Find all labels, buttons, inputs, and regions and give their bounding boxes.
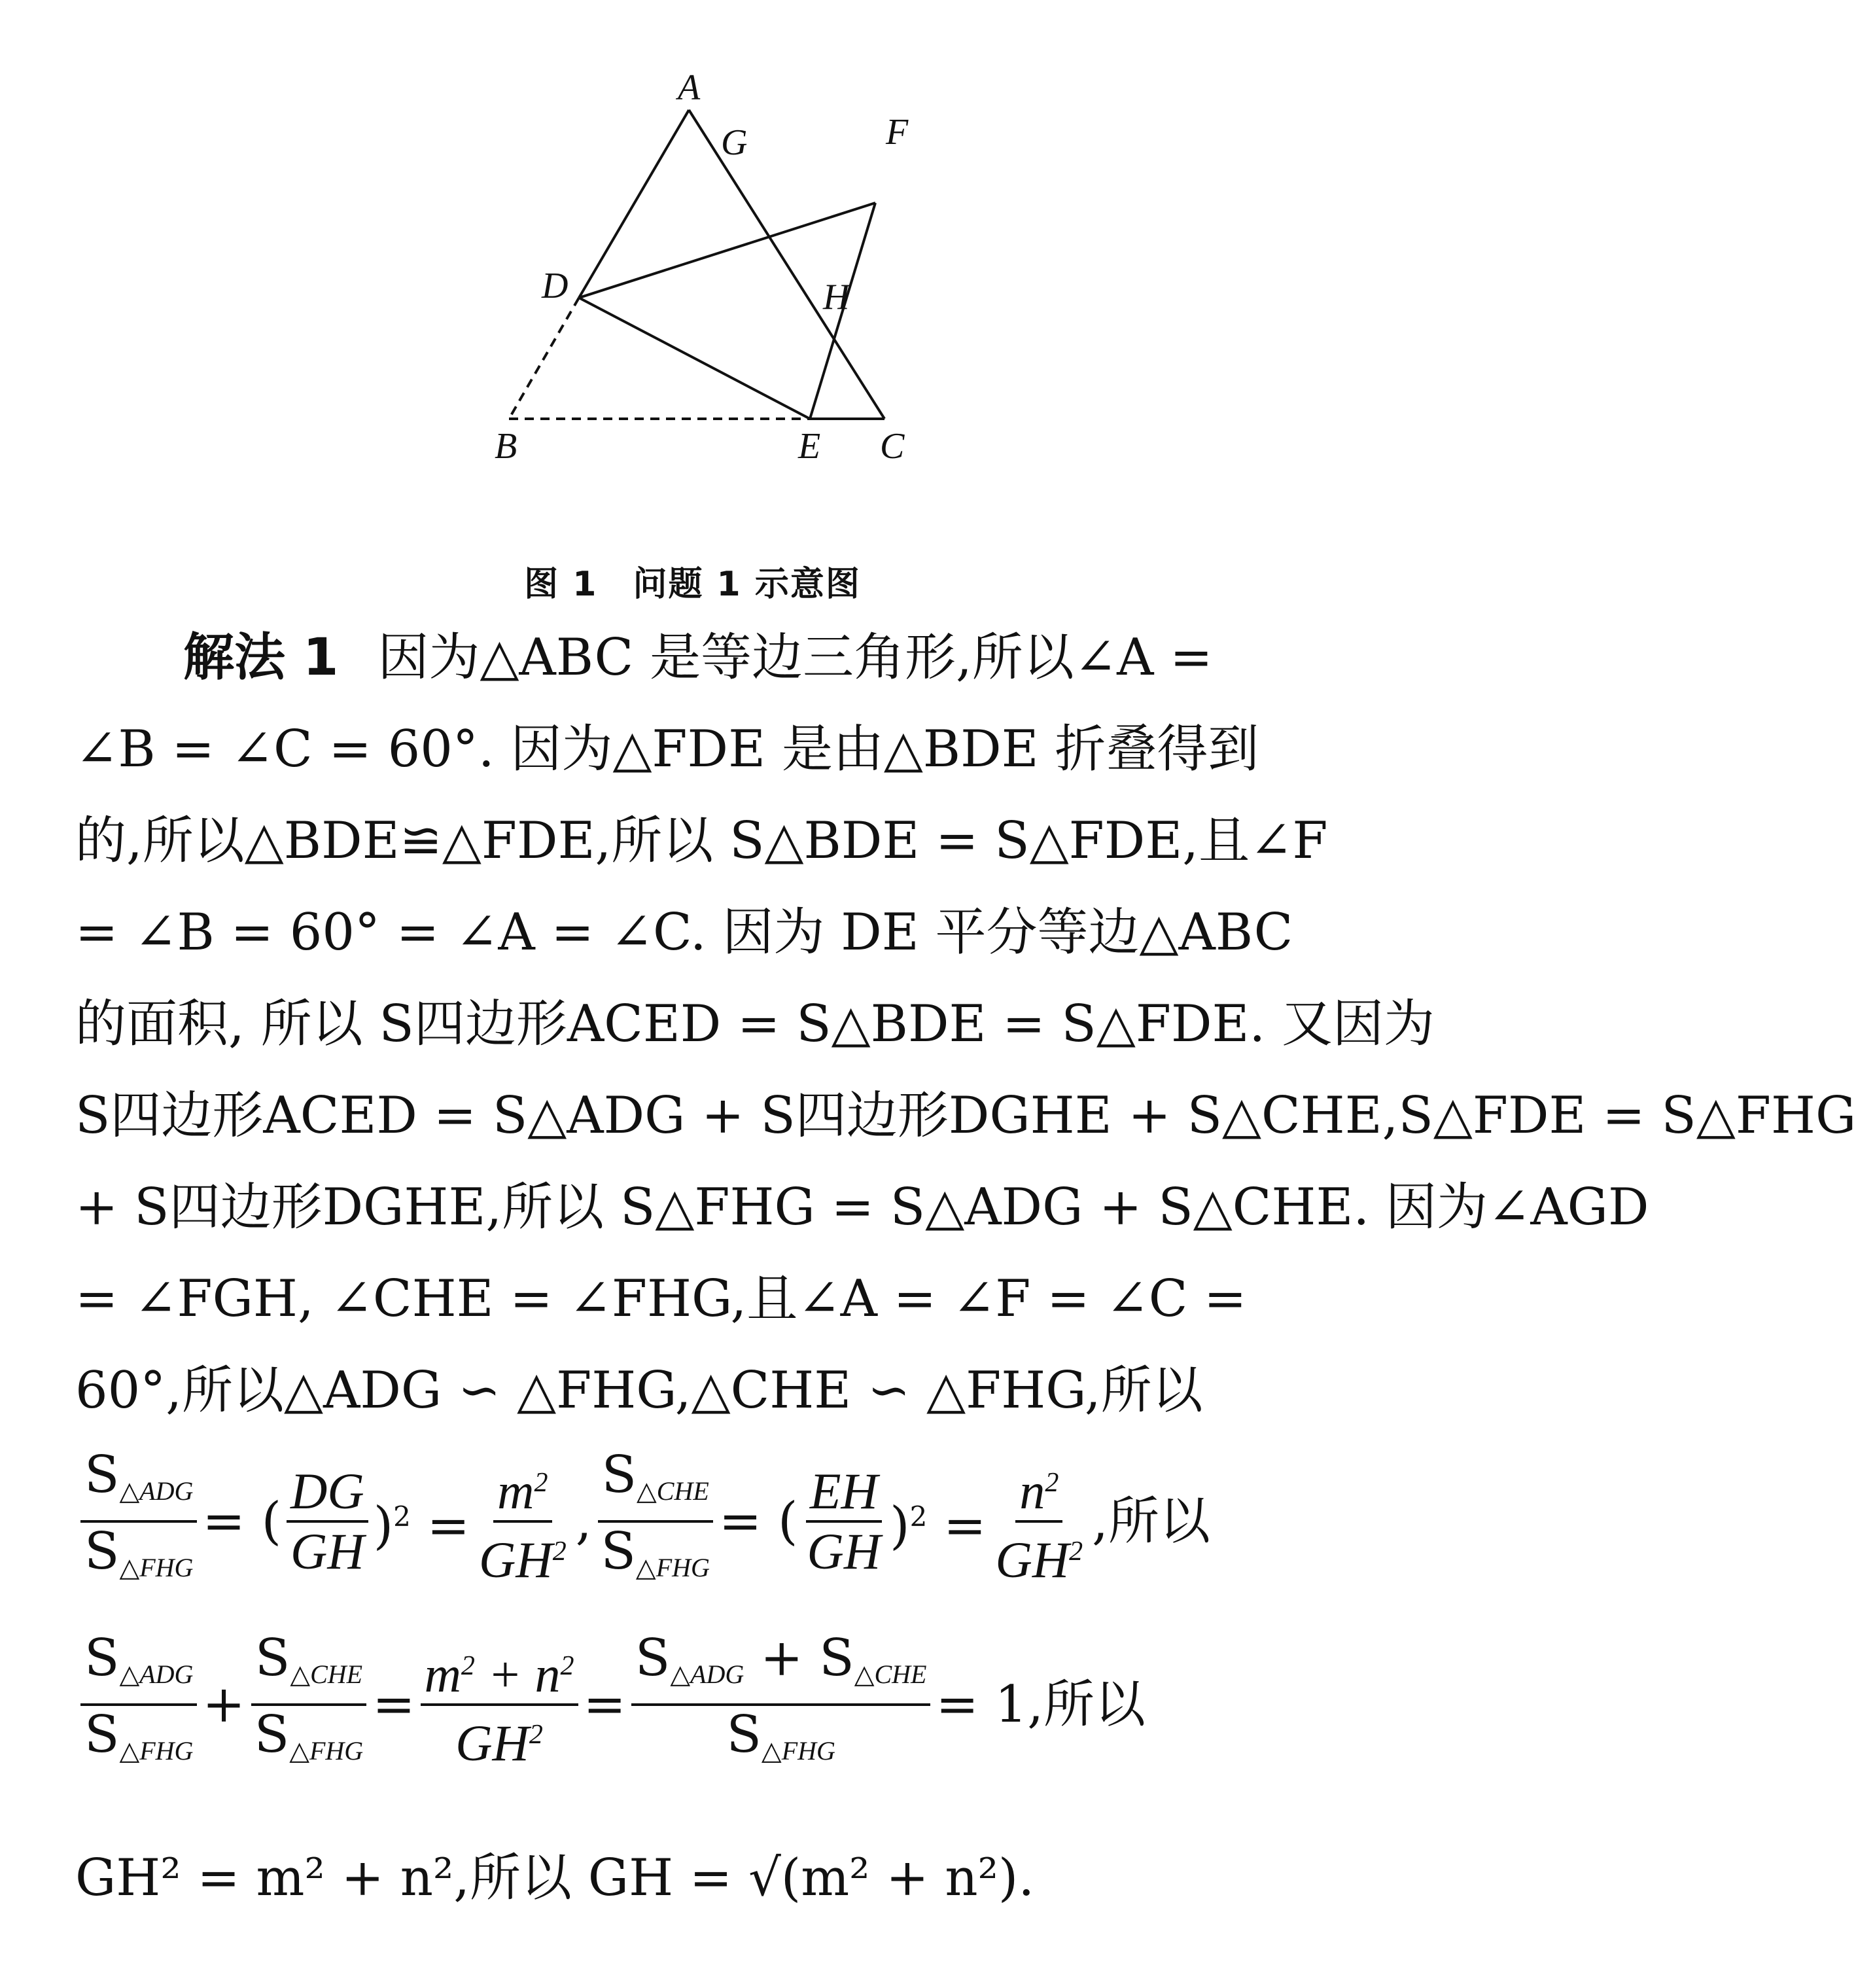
label-F: F bbox=[886, 112, 909, 152]
solution-line-8: = ∠FGH, ∠CHE = ∠FHG,且∠A = ∠F = ∠C = bbox=[75, 1269, 1247, 1328]
fraction-n2-gh2: $\frac{n^2}{GH^2}$ bbox=[992, 1454, 1087, 1589]
segment-DE bbox=[579, 298, 810, 419]
line-11-tail: = 1,所以 bbox=[936, 1675, 1146, 1734]
solution-line-1-text: 因为△ABC 是等边三角形,所以∠A = bbox=[377, 628, 1213, 687]
fraction-eh-gh: $\frac{EH}{GH}$ bbox=[807, 1463, 881, 1580]
label-B: B bbox=[495, 426, 517, 467]
solution-line-5: 的面积, 所以 S四边形ACED = S△BDE = S△FDE. 又因为 bbox=[75, 995, 1435, 1054]
line-10-tail: ,所以 bbox=[1092, 1492, 1210, 1551]
segment-DB bbox=[509, 298, 579, 419]
fraction-m2n2-gh2: $\frac{m^2 + n^2}{GH^2}$ bbox=[421, 1637, 578, 1772]
segment-AC bbox=[689, 110, 884, 419]
solution-line-2: ∠B = ∠C = 60°. 因为△FDE 是由△BDE 折叠得到 bbox=[75, 720, 1259, 779]
problem-figure bbox=[484, 65, 909, 484]
solution-line-11: $\frac{S_{\triangle ADG}}{S_{\triangle FHG}}$ + $\frac{S_{\triangle CHE}}{S_{\triangle FHG}}$ = $\frac{m^2 + n^2}{GH^2}$ = $\frac{S_{\triangle ADG} + S_{\triangle CHE}}{S_{\triangle FHG}}$ = 1,所以 bbox=[75, 1646, 1318, 1764]
solution-line-6: S四边形ACED = S△ADG + S四边形DGHE + S△CHE,S△FDE = S△FHG bbox=[75, 1086, 1856, 1145]
segment-AD bbox=[579, 110, 689, 298]
label-C: C bbox=[880, 426, 905, 467]
label-A: A bbox=[678, 67, 701, 108]
solution-heading: 解法 1 bbox=[183, 628, 339, 687]
label-D: D bbox=[542, 266, 569, 306]
fraction-adg-fhg: $\frac{S_{\triangle ADG}}{S_{\triangle FHG}}$ bbox=[80, 1446, 197, 1597]
fraction-adg-fhg-2: $\frac{S_{\triangle ADG}}{S_{\triangle FHG}}$ bbox=[80, 1629, 197, 1780]
label-G: G bbox=[721, 122, 748, 163]
solution-line-7: + S四边形DGHE,所以 S△FHG = S△ADG + S△CHE. 因为∠AGD bbox=[75, 1178, 1649, 1237]
solution-line-3: 的,所以△BDE≌△FDE,所以 S△BDE = S△FDE,且∠F bbox=[75, 811, 1328, 870]
solution-line-1 bbox=[183, 625, 1318, 690]
solution-line-12: GH² = m² + n²,所以 GH = √(m² + n²). bbox=[75, 1849, 1035, 1908]
solution-line-9: 60°,所以△ADG ∽ △FHG,△CHE ∽ △FHG,所以 bbox=[75, 1361, 1203, 1420]
figure-caption: 图 1 问题 1 示意图 bbox=[524, 565, 861, 604]
fraction-che-fhg: $\frac{S_{\triangle CHE}}{S_{\triangle FHG}}$ bbox=[597, 1446, 713, 1597]
label-E: E bbox=[798, 426, 821, 467]
solution-line-10: $\frac{S_{\triangle ADG}}{S_{\triangle FHG}}$ = ( $\frac{DG}{GH}$ )$^2$ = $\frac{m^2}{GH^2}$ , $\frac{S_{\triangle CHE}}{S_{\triangle FHG}}$ = ( $\frac{EH}{GH}$ )$^2$ = $\frac{n^2}{GH^2}$ ,所以 bbox=[75, 1463, 1318, 1580]
fraction-che-fhg-2: $\frac{S_{\triangle CHE}}{S_{\triangle FHG}}$ bbox=[251, 1629, 367, 1780]
fraction-m2-gh2: $\frac{m^2}{GH^2}$ bbox=[475, 1454, 570, 1589]
fraction-dg-gh: $\frac{DG}{GH}$ bbox=[287, 1463, 368, 1580]
fraction-sum-areas: $\frac{S_{\triangle ADG} + S_{\triangle CHE}}{S_{\triangle FHG}}$ bbox=[631, 1629, 931, 1780]
triangle-diagram bbox=[484, 65, 909, 484]
label-H: H bbox=[823, 277, 850, 317]
solution-line-4: = ∠B = 60° = ∠A = ∠C. 因为 DE 平分等边△ABC bbox=[75, 903, 1293, 962]
